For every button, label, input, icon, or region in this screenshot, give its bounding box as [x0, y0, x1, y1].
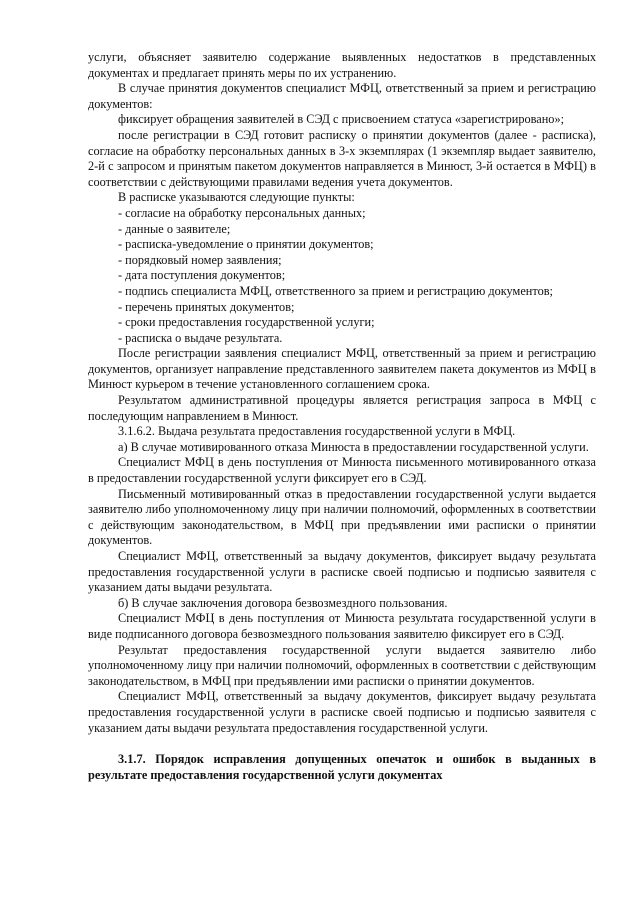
- list-item: - порядковый номер заявления;: [118, 252, 282, 267]
- list-item: - расписка-уведомление о принятии документов;: [118, 237, 374, 252]
- paragraph: фиксирует обращения заявителей в СЭД с присвоением статуса «зарегистрировано»;: [118, 112, 565, 127]
- paragraph: Специалист МФЦ в день поступления от Минюста результата государственной услуги в виде подписанного договора безвозмездного пользования заявителю фиксирует его в СЭД.: [88, 611, 596, 641]
- paragraph: Результат предоставления государственной услуги выдается заявителю либо уполномоченному лицу при наличии полномочий, оформленных в соответствии с действующим законодательством, в МФЦ при предъявлении ими расписки о принятии документов.: [88, 642, 596, 688]
- paragraph: Письменный мотивированный отказ в предоставлении государственной услуги выдается заявителю либо уполномоченному лицу при наличии полномочий, оформленных в соответствии с действующим законодательством, в МФЦ при предъявлении ими расписки о принятии документов.: [88, 486, 596, 548]
- paragraph: Специалист МФЦ, ответственный за выдачу документов, фиксирует выдачу результата предоставления государственной услуги в расписке своей подписью и подписью заявителя с указанием даты выдачи результата.: [88, 549, 596, 595]
- paragraph: услуги, объясняет заявителю содержание выявленных недостатков в представленных документах и предлагает принять меры по их устранению.: [88, 50, 596, 80]
- paragraph: В случае принятия документов специалист МФЦ, ответственный за прием и регистрацию документов:: [88, 81, 596, 111]
- paragraph: Специалист МФЦ в день поступления от Минюста письменного мотивированного отказа в предоставлении государственной услуги фиксирует его в СЭД.: [88, 455, 596, 486]
- list-item: - данные о заявителе;: [118, 221, 231, 236]
- paragraph: после регистрации в СЭД готовит расписку о принятии документов (далее - расписка), согласие на обработку персональных данных в 3-х экземплярах (1 экземпляр выдает заявителю, 2-й с запросом и принятым пакетом документов направляется в Минюст, 3-й остается в МФЦ) в соответствии с действующими правилами ведения учета документов.: [88, 127, 596, 189]
- subsection-title: 3.1.6.2. Выдача результата предоставления государственной услуги в МФЦ.: [118, 424, 516, 439]
- paragraph: а) В случае мотивированного отказа Минюста в предоставлении государственной услуги.: [118, 439, 589, 454]
- paragraph: Специалист МФЦ, ответственный за выдачу документов, фиксирует выдачу результата предоставления государственной услуги в расписке своей подписью и подписью заявителя с указанием даты выдачи результата предоставления государственной услуги.: [88, 689, 596, 735]
- paragraph: Результатом административной процедуры является регистрация запроса в МФЦ с последующим направлением в Минюст.: [88, 393, 596, 423]
- paragraph: В расписке указываются следующие пункты:: [118, 190, 355, 205]
- list-item: - подпись специалиста МФЦ, ответственного за прием и регистрацию документов;: [118, 283, 553, 298]
- section-heading: 3.1.7. Порядок исправления допущенных опечаток и ошибок в выданных в результате предоставления государственной услуги документах: [88, 752, 596, 782]
- list-item: - дата поступления документов;: [118, 268, 286, 283]
- paragraph: б) В случае заключения договора безвозмездного пользования.: [118, 595, 448, 610]
- list-item: - сроки предоставления государственной услуги;: [118, 315, 375, 330]
- paragraph: После регистрации заявления специалист МФЦ, ответственный за прием и регистрацию документов, организует направление представленного заявителем пакета документов из МФЦ в Минюст курьером в течение установленного соглашением срока.: [88, 346, 596, 392]
- list-item: - расписка о выдаче результата.: [118, 330, 283, 345]
- document-page: [88, 50, 596, 783]
- list-item: - перечень принятых документов;: [118, 299, 295, 314]
- list-item: - согласие на обработку персональных данных;: [118, 205, 366, 220]
